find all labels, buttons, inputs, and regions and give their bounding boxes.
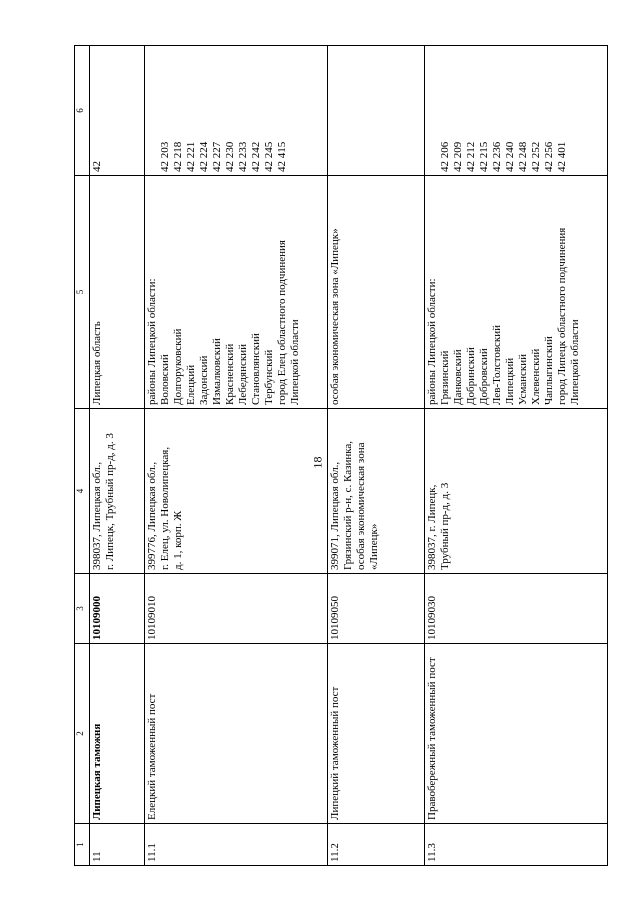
region-cell bbox=[89, 176, 144, 409]
region-item: Данковский bbox=[451, 349, 464, 405]
row-number-cell bbox=[424, 824, 607, 866]
post-name: Липецкий таможенный пост bbox=[329, 686, 342, 820]
post-name: Липецкая таможня bbox=[90, 723, 103, 820]
okato-code: 42 242 bbox=[250, 141, 263, 172]
region-item: Липецкой области bbox=[568, 319, 581, 405]
region-item: Хлевенский bbox=[529, 348, 542, 405]
region-heading: районы Липецкой области: bbox=[425, 278, 438, 405]
okato-code: 42 224 bbox=[198, 141, 211, 172]
region-heading: особая экономическая зона «Липецк» bbox=[329, 228, 342, 405]
region-cell bbox=[328, 176, 425, 409]
okato-code: 42 245 bbox=[263, 141, 276, 172]
row-number: 11 bbox=[90, 851, 103, 862]
region-cell bbox=[145, 176, 328, 409]
table-row bbox=[328, 46, 425, 866]
region-item: Тербунский bbox=[263, 349, 276, 405]
column-header: 3 bbox=[75, 574, 90, 644]
post-code: 10109000 bbox=[90, 596, 103, 640]
region-item: Добринский bbox=[464, 347, 477, 405]
okato-cell bbox=[424, 46, 607, 176]
address-line: Трубный пр-д, д. 3 bbox=[438, 482, 451, 570]
post-code: 10109050 bbox=[329, 596, 342, 640]
region-heading: Липецкая область bbox=[90, 321, 103, 405]
post-name: Елецкий таможенный пост bbox=[146, 693, 159, 820]
region-item: город Липецк областного подчинения bbox=[555, 227, 568, 405]
post-name-cell bbox=[328, 644, 425, 824]
okato-code: 42 218 bbox=[172, 141, 185, 172]
rotated-table-container bbox=[74, 46, 608, 866]
okato-code: 42 215 bbox=[477, 141, 490, 172]
okato-code: 42 221 bbox=[185, 141, 198, 172]
address-cell bbox=[328, 409, 425, 574]
region-item: Красненский bbox=[224, 343, 237, 405]
column-header: 6 bbox=[75, 46, 90, 176]
region-item: Долгоруковский bbox=[172, 328, 185, 405]
address-line: 399071, Липецкая обл., bbox=[329, 461, 342, 570]
post-code: 10109010 bbox=[146, 596, 159, 640]
address-line: г. Елец, ул. Новолипецкая, bbox=[159, 446, 172, 570]
okato-code: 42 209 bbox=[451, 141, 464, 172]
okato-code: 42 256 bbox=[542, 141, 555, 172]
region-item: Чаплыгинский bbox=[542, 336, 555, 405]
address-line: особая экономическая зона bbox=[355, 442, 368, 570]
okato-code: 42 236 bbox=[490, 141, 503, 172]
okato-code: 42 240 bbox=[503, 141, 516, 172]
region-item: Становлянский bbox=[250, 333, 263, 405]
region-item: Измалковский bbox=[211, 338, 224, 405]
okato-code: 42 248 bbox=[516, 141, 529, 172]
row-number-cell bbox=[328, 824, 425, 866]
post-code-cell bbox=[328, 574, 425, 644]
okato-code: 42 252 bbox=[529, 141, 542, 172]
region-item: Липецкой области bbox=[289, 319, 302, 405]
region-item: Лев-Толстовский bbox=[490, 324, 503, 405]
okato-code: 42 227 bbox=[211, 141, 224, 172]
row-number: 11.1 bbox=[146, 843, 159, 862]
address-line: г. Липецк, Трубный пр-д, д. 3 bbox=[103, 433, 116, 570]
region-cell bbox=[424, 176, 607, 409]
row-number-cell bbox=[145, 824, 328, 866]
region-item: Лебедянский bbox=[237, 344, 250, 405]
okato-code: 42 233 bbox=[237, 141, 250, 172]
address-cell bbox=[424, 409, 607, 574]
okato-heading: 42 bbox=[90, 161, 103, 172]
post-name-cell bbox=[145, 644, 328, 824]
okato-cell bbox=[145, 46, 328, 176]
customs-table bbox=[74, 45, 608, 866]
address-cell bbox=[89, 409, 144, 574]
table-row bbox=[424, 46, 607, 866]
post-name: Правобережный таможенный пост bbox=[425, 657, 438, 820]
address-cell bbox=[145, 409, 328, 574]
okato-cell bbox=[89, 46, 144, 176]
region-item: Грязинский bbox=[438, 350, 451, 405]
row-number: 11.2 bbox=[329, 843, 342, 862]
column-header: 2 bbox=[75, 644, 90, 824]
okato-code: 42 212 bbox=[464, 141, 477, 172]
table-row bbox=[89, 46, 144, 866]
table-row bbox=[145, 46, 328, 866]
post-code-cell bbox=[424, 574, 607, 644]
okato-code: 42 230 bbox=[224, 141, 237, 172]
page-number: 18 bbox=[310, 456, 325, 469]
column-header: 5 bbox=[75, 176, 90, 409]
okato-cell bbox=[328, 46, 425, 176]
address-line: 399776, Липецкая обл., bbox=[146, 461, 159, 570]
address-line: «Липецк» bbox=[368, 523, 381, 570]
region-item: Добровский bbox=[477, 348, 490, 405]
okato-code: 42 401 bbox=[555, 141, 568, 172]
region-heading: районы Липецкой области: bbox=[146, 278, 159, 405]
column-header: 1 bbox=[75, 824, 90, 866]
column-number-row bbox=[75, 46, 90, 866]
row-number-cell bbox=[89, 824, 144, 866]
region-item: Елецкий bbox=[185, 364, 198, 405]
column-header: 4 bbox=[75, 409, 90, 574]
post-name-cell bbox=[424, 644, 607, 824]
address-line: д. 1, корп. Ж bbox=[172, 510, 185, 570]
okato-code: 42 206 bbox=[438, 141, 451, 172]
region-item: Воловский bbox=[159, 354, 172, 405]
region-item: Задонский bbox=[198, 355, 211, 405]
okato-code: 42 415 bbox=[276, 141, 289, 172]
row-number: 11.3 bbox=[425, 843, 438, 862]
region-item: Липецкий bbox=[503, 357, 516, 405]
address-line: 398037, Липецкая обл., bbox=[90, 461, 103, 570]
address-line: Грязинский р-н, с. Казинка, bbox=[342, 440, 355, 570]
post-code-cell bbox=[89, 574, 144, 644]
okato-code: 42 203 bbox=[159, 141, 172, 172]
post-code-cell bbox=[145, 574, 328, 644]
region-item: Усманский bbox=[516, 353, 529, 405]
address-line: 398037, г. Липецк, bbox=[425, 484, 438, 570]
post-name-cell bbox=[89, 644, 144, 824]
region-item: город Елец областного подчинения bbox=[276, 240, 289, 405]
post-code: 10109030 bbox=[425, 596, 438, 640]
